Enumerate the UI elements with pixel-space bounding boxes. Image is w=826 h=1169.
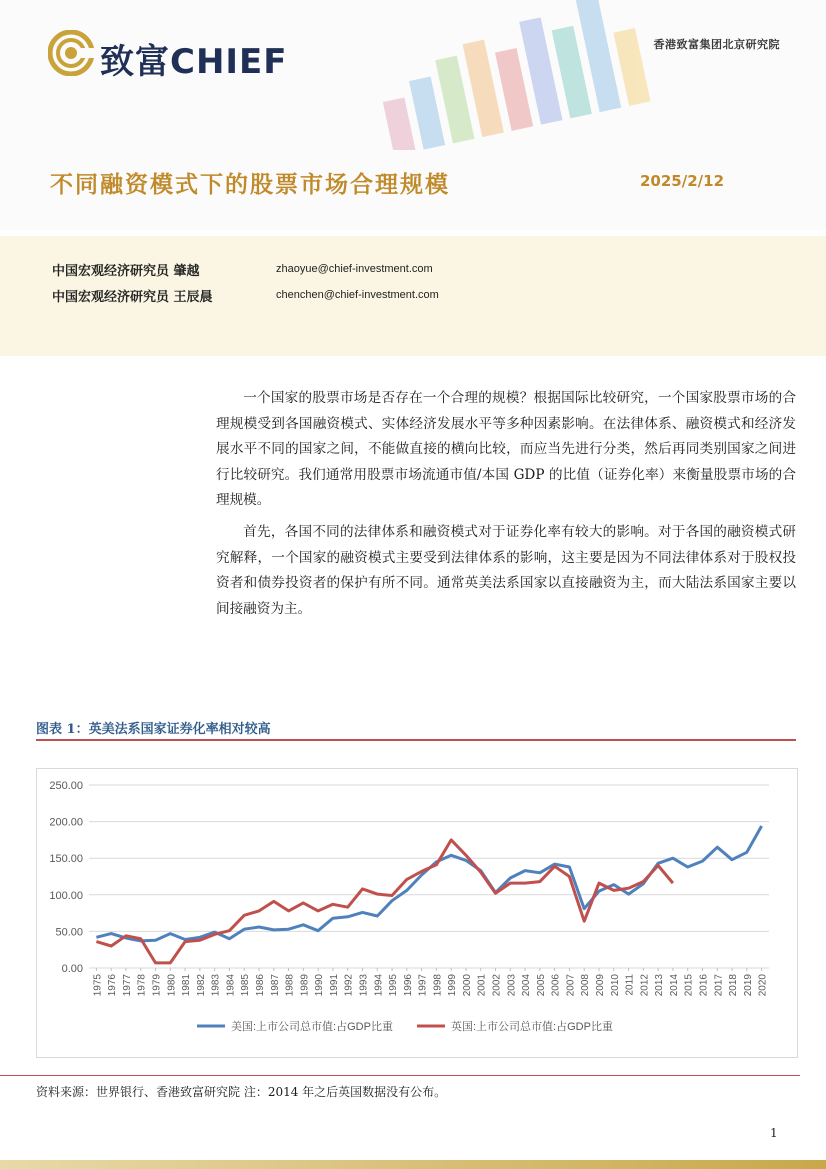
x-tick-label: 1991 — [328, 974, 340, 997]
body-paragraph-2: 首先，各国不同的法律体系和融资模式对于证券化率有较大的影响。对于各国的融资模式研究解释，一个国家的融资模式主要受到法律体系的影响，这主要是因为不同法律体系对于股权投资者和债券投资者的保护有所不同。通常英美法系国家以直接融资为主，而大陆法系国家主要以间接融资为主。 — [216, 524, 796, 617]
source-note: 资料来源：世界银行、香港致富研究院 注：2014 年之后英国数据没有公布。 — [36, 1085, 447, 1099]
author-name-2: 中国宏观经济研究员 王辰晨 — [52, 290, 213, 305]
legend-label: 英国:上市公司总市值:占GDP比重 — [451, 1021, 613, 1033]
x-tick-label: 2008 — [580, 974, 592, 997]
report-date: 2025/2/12 — [640, 172, 725, 190]
x-tick-label: 1997 — [417, 974, 429, 997]
report-title: 不同融资模式下的股票市场合理规模 — [50, 171, 450, 198]
x-tick-label: 1985 — [240, 974, 252, 997]
x-tick-label: 1978 — [136, 974, 148, 997]
x-tick-label: 2001 — [476, 974, 488, 997]
x-tick-label: 2018 — [728, 974, 740, 997]
x-tick-label: 1975 — [92, 974, 104, 997]
x-tick-label: 1994 — [373, 974, 385, 997]
x-tick-label: 1981 — [181, 974, 193, 997]
footer-bar — [0, 1160, 826, 1169]
page-number: 1 — [770, 1126, 778, 1140]
x-tick-label: 1989 — [299, 974, 311, 997]
x-tick-label: 1979 — [151, 974, 163, 997]
x-tick-label: 2010 — [609, 974, 621, 997]
x-tick-label: 2019 — [742, 974, 754, 997]
y-tick-label: 100.00 — [49, 889, 83, 902]
x-tick-label: 1988 — [284, 974, 296, 997]
x-tick-label: 1986 — [255, 974, 266, 997]
y-tick-label: 50.00 — [55, 926, 83, 939]
x-tick-label: 2009 — [595, 974, 606, 997]
y-tick-label: 250.00 — [49, 780, 83, 792]
x-tick-label: 2007 — [565, 974, 577, 997]
x-tick-label: 1999 — [447, 974, 459, 997]
line-chart — [37, 769, 797, 1057]
institute-name: 香港致富集团北京研究院 — [653, 38, 780, 51]
author-name-1: 中国宏观经济研究员 肇越 — [52, 264, 200, 279]
x-tick-label: 1996 — [402, 974, 414, 997]
author-band — [0, 236, 826, 356]
y-tick-label: 150.00 — [49, 853, 83, 866]
x-tick-label: 1984 — [225, 974, 237, 997]
figure-title-rule — [36, 739, 796, 741]
x-tick-label: 2015 — [683, 974, 695, 997]
x-tick-label: 2000 — [461, 974, 473, 997]
x-tick-label: 2012 — [639, 974, 651, 997]
x-tick-label: 1982 — [195, 974, 207, 997]
body-paragraph-1: 一个国家的股票市场是否存在一个合理的规模？根据国际比较研究，一个国家股票市场的合理规模受到各国融资模式、实体经济发展水平等多种因素影响。在法律体系、融资模式和经济发展水平不同的国家之间，不能做直接的横向比较，而应当先进行分类，然后再同类别国家之间进行比较研究。我们通常用股票市场流通市值/本国 GDP 的比值（证券化率）来衡量股票市场的合理规模。 — [216, 390, 796, 508]
decorative-bar-graphic — [360, 0, 660, 150]
x-tick-label: 2006 — [550, 974, 562, 997]
x-tick-label: 2020 — [757, 974, 769, 997]
logo-text: 致富CHIEF — [100, 42, 288, 82]
author-email-1[interactable]: zhaoyue@chief-investment.com — [276, 263, 433, 275]
series-line-us — [96, 826, 761, 941]
chief-logo-icon — [48, 30, 94, 76]
y-tick-label: 200.00 — [49, 816, 83, 829]
x-tick-label: 1992 — [343, 974, 355, 997]
x-tick-label: 2013 — [654, 974, 666, 997]
x-tick-label: 1993 — [358, 974, 370, 997]
x-tick-label: 1977 — [121, 974, 133, 997]
x-tick-label: 2017 — [713, 974, 725, 997]
x-tick-label: 1980 — [166, 974, 178, 997]
x-tick-label: 1976 — [107, 974, 119, 997]
figure-title: 图表 1：英美法系国家证券化率相对较高 — [36, 722, 271, 737]
x-tick-label: 2016 — [698, 974, 710, 997]
chart-container — [36, 768, 798, 1058]
x-tick-label: 1995 — [388, 974, 400, 997]
y-tick-label: 0.00 — [61, 963, 83, 975]
x-tick-label: 1990 — [314, 974, 326, 997]
header-banner — [0, 0, 826, 230]
x-tick-label: 2011 — [624, 974, 636, 996]
x-tick-label: 2004 — [521, 974, 533, 997]
x-tick-label: 2002 — [491, 974, 503, 997]
x-tick-label: 1987 — [269, 974, 281, 997]
x-tick-label: 2005 — [535, 974, 547, 997]
x-tick-label: 2003 — [506, 974, 518, 997]
x-tick-label: 1983 — [210, 974, 222, 997]
x-tick-label: 1998 — [432, 974, 444, 997]
source-rule — [0, 1075, 800, 1076]
legend-label: 美国:上市公司总市值:占GDP比重 — [231, 1021, 393, 1033]
author-email-2[interactable]: chenchen@chief-investment.com — [276, 289, 439, 301]
x-tick-label: 2014 — [668, 974, 680, 997]
